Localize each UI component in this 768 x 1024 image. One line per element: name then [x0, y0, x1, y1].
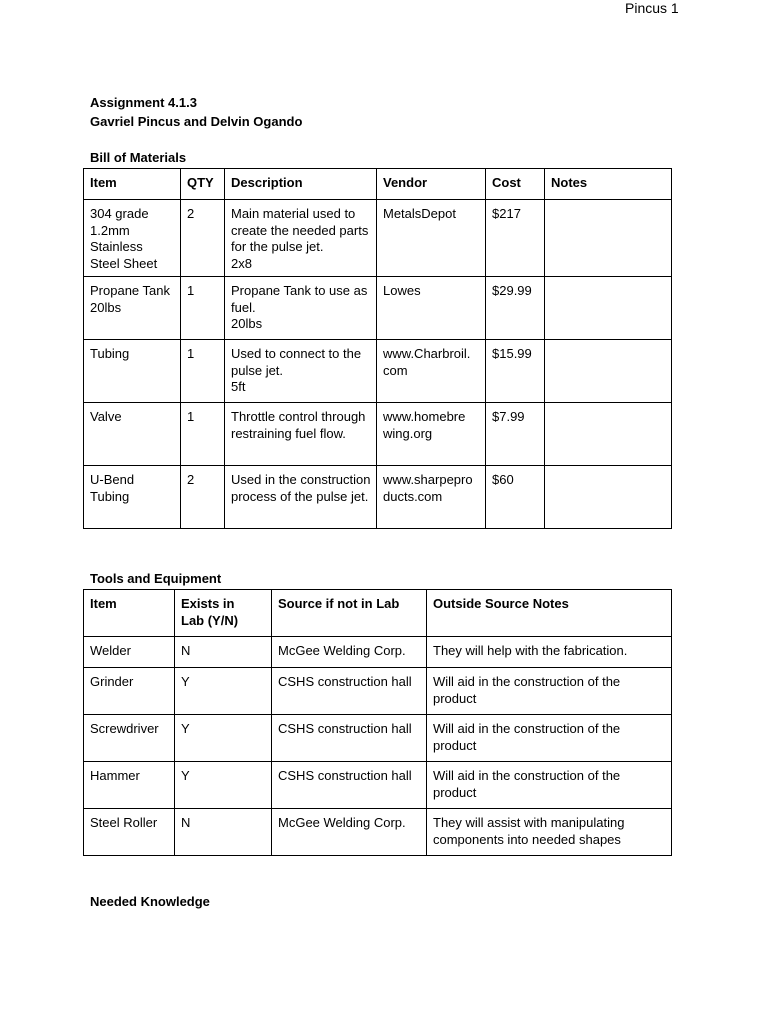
tools-cell-item: Welder — [84, 637, 175, 668]
bom-cell-vendor: MetalsDepot — [377, 200, 486, 277]
bom-cell-notes — [545, 277, 672, 340]
tools-cell-notes: Will aid in the construction of the product — [427, 762, 672, 809]
tools-col-exists: Exists in Lab (Y/N) — [175, 590, 272, 637]
tools-cell-notes: They will assist with manipulating components into needed shapes — [427, 809, 672, 856]
tools-cell-exists: Y — [175, 715, 272, 762]
bom-cell-item: Tubing — [84, 340, 181, 403]
bom-cell-description: Propane Tank to use as fuel. 20lbs — [225, 277, 377, 340]
table-row — [84, 403, 672, 466]
table-row — [84, 809, 672, 856]
bom-cell-description: Throttle control through restraining fuel flow. — [225, 403, 377, 466]
table-row — [84, 715, 672, 762]
tools-cell-exists: N — [175, 809, 272, 856]
tools-col-source: Source if not in Lab — [272, 590, 427, 637]
bill-of-materials-table — [83, 168, 672, 529]
bom-col-vendor: Vendor — [377, 169, 486, 200]
bom-cell-notes — [545, 403, 672, 466]
tools-cell-source: CSHS construction hall — [272, 715, 427, 762]
bom-cell-notes — [545, 466, 672, 529]
bom-cell-cost: $60 — [486, 466, 545, 529]
bom-cell-qty: 2 — [181, 200, 225, 277]
bom-cell-notes — [545, 200, 672, 277]
tools-cell-item: Grinder — [84, 668, 175, 715]
bom-cell-cost: $217 — [486, 200, 545, 277]
bom-col-notes: Notes — [545, 169, 672, 200]
tools-cell-item: Hammer — [84, 762, 175, 809]
bom-cell-qty: 1 — [181, 403, 225, 466]
bom-cell-item: 304 grade 1.2mm Stainless Steel Sheet — [84, 200, 181, 277]
tools-cell-exists: Y — [175, 668, 272, 715]
bom-cell-description: Main material used to create the needed parts for the pulse jet. 2x8 — [225, 200, 377, 277]
table-row — [84, 200, 672, 277]
tools-equipment-table — [83, 589, 672, 856]
tools-col-notes: Outside Source Notes — [427, 590, 672, 637]
table-row — [84, 762, 672, 809]
bom-cell-vendor: Lowes — [377, 277, 486, 340]
document-title-block — [90, 93, 302, 131]
tools-col-item: Item — [84, 590, 175, 637]
bom-cell-qty: 2 — [181, 466, 225, 529]
tools-cell-exists: Y — [175, 762, 272, 809]
bom-header-row — [84, 169, 672, 200]
bom-cell-qty: 1 — [181, 277, 225, 340]
page-header-name: Pincus 1 — [625, 0, 679, 16]
bom-cell-cost: $29.99 — [486, 277, 545, 340]
table-row — [84, 668, 672, 715]
bom-cell-vendor: www.Charbroil. com — [377, 340, 486, 403]
bom-col-cost: Cost — [486, 169, 545, 200]
tools-cell-item: Screwdriver — [84, 715, 175, 762]
tools-cell-source: McGee Welding Corp. — [272, 809, 427, 856]
table-row — [84, 277, 672, 340]
bom-cell-description: Used to connect to the pulse jet. 5ft — [225, 340, 377, 403]
tools-cell-notes: Will aid in the construction of the product — [427, 715, 672, 762]
bom-cell-notes — [545, 340, 672, 403]
bom-cell-cost: $7.99 — [486, 403, 545, 466]
tools-cell-notes: They will help with the fabrication. — [427, 637, 672, 668]
table-row — [84, 340, 672, 403]
table-row — [84, 466, 672, 529]
tools-cell-notes: Will aid in the construction of the product — [427, 668, 672, 715]
bom-col-item: Item — [84, 169, 181, 200]
authors: Gavriel Pincus and Delvin Ogando — [90, 114, 303, 129]
tools-cell-source: McGee Welding Corp. — [272, 637, 427, 668]
tools-cell-exists: N — [175, 637, 272, 668]
bom-col-description: Description — [225, 169, 377, 200]
bom-cell-cost: $15.99 — [486, 340, 545, 403]
tools-cell-item: Steel Roller — [84, 809, 175, 856]
bom-cell-description: Used in the construction process of the pulse jet. — [225, 466, 377, 529]
assignment-title: Assignment 4.1.3 — [90, 95, 197, 110]
bom-cell-qty: 1 — [181, 340, 225, 403]
tools-heading: Tools and Equipment — [90, 571, 222, 586]
table-row — [84, 637, 672, 668]
bom-cell-item: U-Bend Tubing — [84, 466, 181, 529]
bom-heading: Bill of Materials — [90, 150, 187, 165]
tools-cell-source: CSHS construction hall — [272, 762, 427, 809]
bom-cell-item: Propane Tank 20lbs — [84, 277, 181, 340]
bom-cell-item: Valve — [84, 403, 181, 466]
bom-cell-vendor: www.homebre wing.org — [377, 403, 486, 466]
bom-cell-vendor: www.sharpepro ducts.com — [377, 466, 486, 529]
needed-knowledge-heading: Needed Knowledge — [90, 894, 210, 909]
tools-cell-source: CSHS construction hall — [272, 668, 427, 715]
tools-header-row — [84, 590, 672, 637]
bom-col-qty: QTY — [181, 169, 225, 200]
